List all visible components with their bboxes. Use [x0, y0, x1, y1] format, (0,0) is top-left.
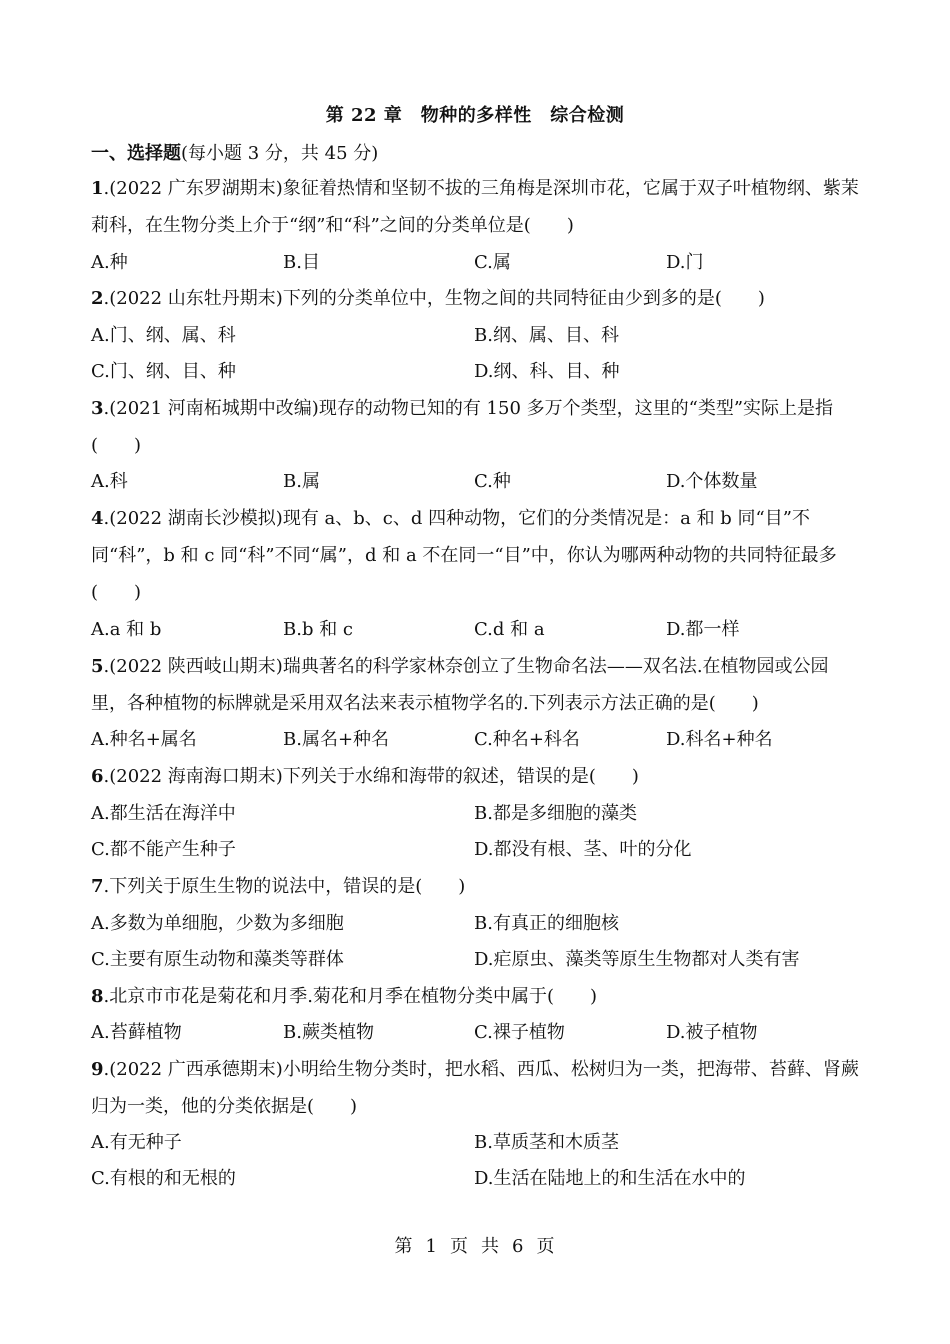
- question-number: 6: [91, 766, 104, 787]
- question-number: 4: [91, 508, 104, 529]
- option-b: B.蕨类植物: [283, 1022, 374, 1043]
- option-d: D.生活在陆地上的和生活在水中的: [474, 1168, 746, 1189]
- question-8: [91, 978, 861, 1015]
- footer-word: 共: [481, 1236, 500, 1257]
- question-1: [91, 170, 861, 244]
- question-8-options: [91, 1014, 871, 1051]
- question-7-options-row1: [91, 905, 871, 942]
- page-footer: [0, 1232, 950, 1258]
- section-heading-label: 一、选择题: [91, 143, 181, 164]
- question-7: [91, 868, 861, 905]
- question-2: [91, 280, 861, 317]
- question-3: [91, 390, 861, 464]
- question-2-options-row1: [91, 317, 871, 354]
- question-6-options-row1: [91, 795, 871, 832]
- option-c: C.都不能产生种子: [91, 839, 236, 860]
- question-4: [91, 500, 861, 611]
- option-d: D.都没有根、茎、叶的分化: [474, 839, 692, 860]
- option-a: A.都生活在海洋中: [91, 803, 236, 824]
- footer-word: 页: [450, 1236, 469, 1257]
- question-6: [91, 758, 861, 795]
- option-b: B.属名+种名: [283, 729, 390, 750]
- option-a: A.苔藓植物: [91, 1022, 182, 1043]
- option-b: B.目: [283, 252, 320, 273]
- question-number: 5: [91, 656, 104, 677]
- question-stem: .下列关于原生生物的说法中，错误的是( ): [103, 876, 466, 897]
- question-1-options: [91, 244, 871, 281]
- option-b: B.b 和 c: [283, 619, 353, 640]
- option-b: B.纲、属、目、科: [474, 325, 619, 346]
- question-stem: .(2022 湖南长沙模拟)现有 a、b、c、d 四种动物，它们的分类情况是：a 和 b 同“目”不同“科”，b 和 c 同“科”不同“属”，d 和 a 不在同一“目”中，你认为哪两种动物的共同特征最多( ): [91, 508, 837, 603]
- question-3-options: [91, 463, 871, 500]
- question-number: 2: [91, 288, 104, 309]
- question-5: [91, 648, 861, 722]
- question-number: 9: [91, 1059, 104, 1080]
- question-number: 8: [91, 986, 104, 1007]
- option-a: A.科: [91, 471, 128, 492]
- question-9: [91, 1051, 861, 1125]
- question-7-options-row2: [91, 941, 871, 978]
- option-c: C.主要有原生动物和藻类等群体: [91, 949, 344, 970]
- option-d: D.门: [666, 252, 704, 273]
- question-stem: .(2022 广西承德期末)小明给生物分类时，把水稻、西瓜、松树归为一类，把海带、苔藓、肾蕨归为一类，他的分类依据是( ): [91, 1059, 859, 1117]
- option-c: C.d 和 a: [474, 619, 545, 640]
- footer-word: 第: [394, 1236, 414, 1257]
- option-d: D.被子植物: [666, 1022, 758, 1043]
- option-a: A.门、纲、属、科: [91, 325, 236, 346]
- question-stem: .(2021 河南柘城期中改编)现存的动物已知的有 150 多万个类型，这里的“类型”实际上是指( ): [91, 398, 834, 456]
- option-b: B.都是多细胞的藻类: [474, 803, 637, 824]
- option-d: D.纲、科、目、种: [474, 361, 620, 382]
- question-5-options: [91, 721, 871, 758]
- question-number: 1: [91, 178, 104, 199]
- question-stem: .(2022 海南海口期末)下列关于水绵和海带的叙述，错误的是( ): [103, 766, 639, 787]
- option-c: C.裸子植物: [474, 1022, 565, 1043]
- page-total: 6: [512, 1236, 525, 1257]
- option-b: B.有真正的细胞核: [474, 913, 619, 934]
- page-number: 1: [425, 1236, 438, 1257]
- option-a: A.a 和 b: [91, 619, 162, 640]
- question-number: 3: [91, 398, 104, 419]
- section-heading-note: (每小题 3 分，共 45 分): [181, 143, 379, 164]
- question-6-options-row2: [91, 831, 871, 868]
- section-heading: [91, 139, 378, 165]
- option-d: D.个体数量: [666, 471, 758, 492]
- question-4-options: [91, 611, 871, 648]
- question-2-options-row2: [91, 353, 871, 390]
- page-title: 第 22 章 物种的多样性 综合检测: [325, 105, 625, 126]
- option-c: C.有根的和无根的: [91, 1168, 236, 1189]
- option-c: C.属: [474, 252, 511, 273]
- question-number: 7: [91, 876, 104, 897]
- option-c: C.种名+科名: [474, 729, 580, 750]
- question-stem: .北京市市花是菊花和月季.菊花和月季在植物分类中属于( ): [103, 986, 598, 1007]
- option-c: C.种: [474, 471, 511, 492]
- option-d: D.都一样: [666, 619, 740, 640]
- option-a: A.多数为单细胞，少数为多细胞: [91, 913, 344, 934]
- option-d: D.疟原虫、藻类等原生生物都对人类有害: [474, 949, 800, 970]
- question-stem: .(2022 山东牡丹期末)下列的分类单位中，生物之间的共同特征由少到多的是( ): [103, 288, 765, 309]
- option-b: B.草质茎和木质茎: [474, 1132, 619, 1153]
- option-a: A.种名+属名: [91, 729, 197, 750]
- option-d: D.科名+种名: [666, 729, 773, 750]
- question-9-options-row1: [91, 1124, 871, 1161]
- question-9-options-row2: [91, 1160, 871, 1197]
- option-c: C.门、纲、目、种: [91, 361, 236, 382]
- footer-word: 页: [536, 1236, 556, 1257]
- option-b: B.属: [283, 471, 320, 492]
- option-a: A.种: [91, 252, 128, 273]
- option-a: A.有无种子: [91, 1132, 182, 1153]
- question-stem: .(2022 广东罗湖期末)象征着热情和坚韧不拔的三角梅是深圳市花，它属于双子叶植物纲、紫茉莉科，在生物分类上介于“纲”和“科”之间的分类单位是( ): [91, 178, 859, 236]
- question-stem: .(2022 陕西岐山期末)瑞典著名的科学家林奈创立了生物命名法——双名法.在植物园或公园里，各种植物的标牌就是采用双名法来表示植物学名的.下列表示方法正确的是( ): [91, 656, 829, 714]
